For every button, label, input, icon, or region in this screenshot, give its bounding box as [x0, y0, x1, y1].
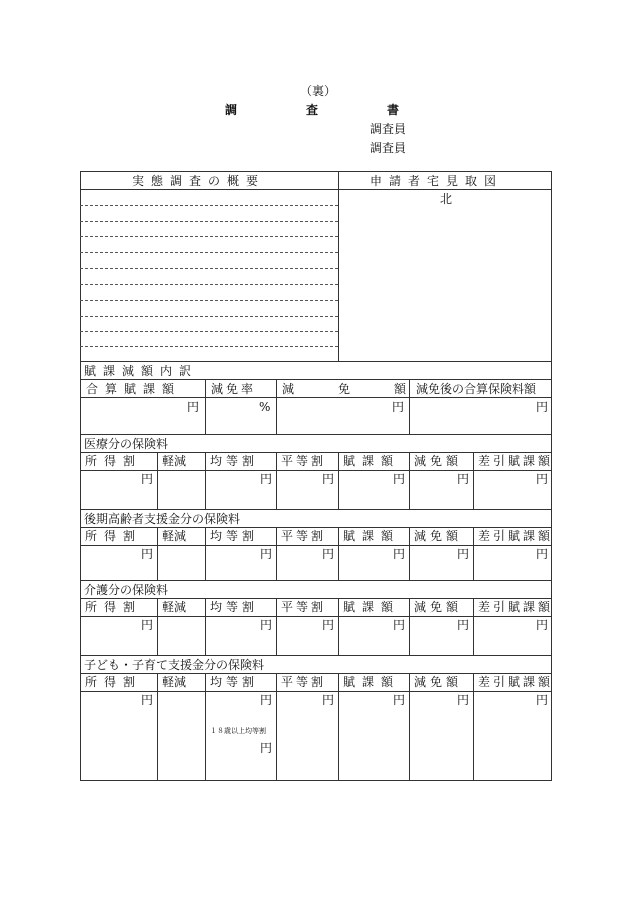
unit-household: 円 [322, 472, 335, 486]
rule [473, 673, 474, 781]
rule [338, 171, 339, 361]
unit-total-levy: 円 [187, 400, 200, 414]
summary-line [80, 331, 338, 332]
unit-exemption-amount: 円 [457, 693, 470, 707]
back-side-mark: （裏） [300, 84, 337, 98]
rule [338, 673, 339, 781]
column-header-reduction: 軽減 [162, 454, 187, 468]
summary-line [80, 221, 338, 222]
section-title: 子ども・子育て支援金分の保険料 [84, 658, 265, 672]
unit-net-levy: 円 [536, 547, 549, 561]
rule [157, 673, 158, 781]
column-header-levy-amount: 賦課額 [343, 454, 401, 468]
summary-line [80, 284, 338, 285]
summary-line [80, 300, 338, 301]
rule [409, 598, 410, 655]
column-header-reduction: 軽減 [162, 529, 187, 543]
unit-household: 円 [322, 618, 335, 632]
unit-income-levy: 円 [141, 547, 154, 561]
column-header-per-capita: 均等割 [210, 675, 259, 689]
rule [80, 452, 552, 453]
rule [157, 452, 158, 509]
rule [409, 527, 410, 580]
rule [276, 379, 277, 434]
unit-levy-amount: 円 [393, 618, 406, 632]
rule [80, 598, 552, 599]
unit-levy-amount: 円 [393, 547, 406, 561]
column-header-net-levy: 差引賦課額 [478, 529, 554, 543]
title-char-3: 書 [387, 103, 400, 117]
title-char-2: 査 [306, 103, 319, 117]
rule [276, 527, 277, 580]
rule [205, 452, 206, 509]
rule [276, 673, 277, 781]
investigator-label-2: 調査員 [370, 141, 407, 155]
rule [409, 452, 410, 509]
unit-net-levy: 円 [536, 472, 549, 486]
rule [80, 691, 552, 692]
reduction-title: 賦課減額内訳 [84, 364, 199, 378]
adult-per-capita-note: １８歳以上均等割 [210, 727, 266, 735]
section-title: 介護分の保険料 [84, 583, 169, 597]
unit-exemption-rate: % [259, 400, 271, 414]
rule [157, 598, 158, 655]
rule [276, 598, 277, 655]
summary-line [80, 205, 338, 206]
rule [205, 673, 206, 781]
unit-adult-per-capita: 円 [260, 741, 273, 755]
header-exemption-amount [282, 382, 451, 396]
unit-post-exemption: 円 [536, 400, 549, 414]
rule [338, 452, 339, 509]
summary-line [80, 316, 338, 317]
column-header-reduction: 軽減 [162, 675, 187, 689]
unit-net-levy: 円 [536, 693, 549, 707]
unit-levy-amount: 円 [393, 472, 406, 486]
unit-household: 円 [322, 547, 335, 561]
column-header-exemption-amount: 減免額 [414, 529, 463, 543]
column-header-levy-amount: 賦課額 [343, 600, 401, 614]
unit-per-capita: 円 [260, 618, 273, 632]
column-header-income-levy: 所得割 [85, 454, 143, 468]
column-header-household: 平等割 [281, 600, 327, 614]
column-header-exemption-amount: 減免額 [414, 600, 463, 614]
column-header-net-levy: 差引賦課額 [478, 675, 554, 689]
rule [205, 598, 206, 655]
column-header-net-levy: 差引賦課額 [478, 454, 554, 468]
unit-exemption-amount: 円 [457, 472, 470, 486]
rule [473, 452, 474, 509]
column-header-reduction: 軽減 [162, 600, 187, 614]
rule [80, 509, 552, 510]
investigator-label-1: 調査員 [370, 122, 407, 136]
summary-line [80, 236, 338, 237]
title-char-1: 調 [225, 103, 238, 117]
rule [80, 616, 552, 617]
header-total-levy: 合算賦課額 [86, 382, 182, 396]
rule [409, 673, 410, 781]
unit-exemption-amount: 円 [457, 618, 470, 632]
unit-exemption-amount: 円 [457, 547, 470, 561]
column-header-income-levy: 所得割 [85, 600, 143, 614]
summary-line [80, 252, 338, 253]
unit-per-capita: 円 [260, 693, 273, 707]
rule [80, 673, 552, 674]
unit-income-levy: 円 [141, 618, 154, 632]
rule [80, 189, 552, 190]
rule [80, 379, 552, 380]
rule [205, 527, 206, 580]
rule [80, 361, 552, 362]
column-header-per-capita: 均等割 [210, 600, 259, 614]
column-header-per-capita: 均等割 [210, 529, 259, 543]
summary-heading: 実態調査の概要 [132, 174, 266, 188]
unit-exemption-amount: 円 [392, 400, 405, 414]
column-header-household: 平等割 [281, 675, 327, 689]
rule [276, 452, 277, 509]
rule [205, 379, 206, 434]
unit-income-levy: 円 [141, 693, 154, 707]
rule [338, 598, 339, 655]
unit-household: 円 [322, 693, 335, 707]
section-title: 後期高齢者支援金分の保険料 [84, 512, 241, 526]
column-header-levy-amount: 賦課額 [343, 675, 401, 689]
unit-per-capita: 円 [260, 472, 273, 486]
unit-levy-amount: 円 [393, 693, 406, 707]
header-post-exemption: 減免後の合算保険料額 [416, 382, 537, 396]
header-exemption-rate: 減免率 [211, 382, 257, 396]
rule [80, 545, 552, 546]
rule [80, 527, 552, 528]
map-heading: 申請者宅見取図 [370, 174, 504, 188]
unit-net-levy: 円 [536, 618, 549, 632]
unit-per-capita: 円 [260, 547, 273, 561]
rule [338, 527, 339, 580]
rule [473, 598, 474, 655]
column-header-levy-amount: 賦課額 [343, 529, 401, 543]
column-header-exemption-amount: 減免額 [414, 675, 463, 689]
rule [80, 470, 552, 471]
column-header-net-levy: 差引賦課額 [478, 600, 554, 614]
column-header-household: 平等割 [281, 454, 327, 468]
summary-line [80, 268, 338, 269]
header-exemption-amount-text: 減免額 [282, 382, 451, 396]
section-title: 医療分の保険料 [84, 437, 169, 451]
column-header-household: 平等割 [281, 529, 327, 543]
rule [157, 527, 158, 580]
rule [80, 397, 552, 398]
column-header-exemption-amount: 減免額 [414, 454, 463, 468]
north-label: 北 [440, 192, 453, 206]
summary-line [80, 346, 338, 347]
rule [80, 655, 552, 656]
rule [473, 527, 474, 580]
unit-income-levy: 円 [141, 472, 154, 486]
column-header-income-levy: 所得割 [85, 675, 143, 689]
rule [80, 580, 552, 581]
column-header-per-capita: 均等割 [210, 454, 259, 468]
rule [80, 434, 552, 435]
column-header-income-levy: 所得割 [85, 529, 143, 543]
